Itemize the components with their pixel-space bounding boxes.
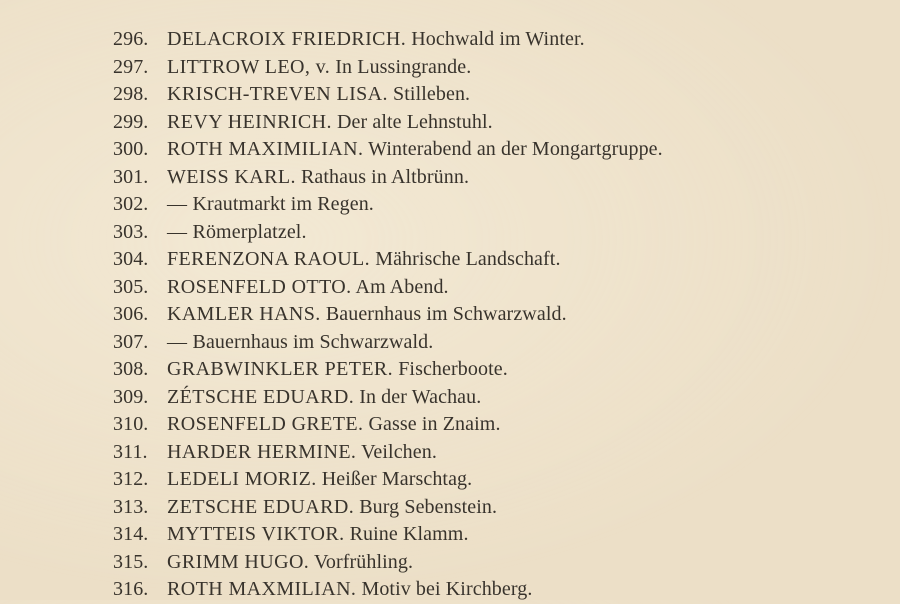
entry-title: Krautmarkt im Regen. <box>192 193 374 215</box>
entry-title: Winterabend an der Mongartgruppe. <box>368 138 663 160</box>
entry-artist: LITTROW LEO, v. <box>167 55 331 78</box>
entry-title: Bauernhaus im Schwarzwald. <box>192 330 434 353</box>
catalog-entry <box>113 494 873 522</box>
entry-number: 303. <box>113 220 149 243</box>
entry-title: In der Wachau. <box>359 385 482 408</box>
entry-title: Veilchen. <box>361 440 437 463</box>
entry-artist: — <box>167 220 188 243</box>
entry-title: Mährische Landschaft. <box>375 248 561 270</box>
entry-artist: ROSENFELD GRETE. <box>167 413 364 435</box>
catalog-entry <box>113 81 873 109</box>
entry-artist: REVY HEINRICH. <box>167 110 332 133</box>
catalog-entry <box>113 191 873 219</box>
entry-artist: HARDER HERMINE. <box>167 440 357 463</box>
entry-number: 298. <box>113 83 149 105</box>
entry-title: Am Abend. <box>355 275 449 298</box>
entry-number: 312. <box>113 468 149 490</box>
entry-artist: GRABWINKLER PETER. <box>167 358 394 380</box>
entry-number: 306. <box>113 303 149 325</box>
entry-title: Ruine Klamm. <box>349 523 469 545</box>
entry-title: Motiv bei Kirchberg. <box>361 578 533 600</box>
entry-artist: — <box>167 193 188 215</box>
entry-number: 302. <box>113 193 149 215</box>
entry-number: 315. <box>113 550 149 573</box>
entry-artist: ROSENFELD OTTO. <box>167 275 352 298</box>
entry-number: 300. <box>113 138 149 160</box>
entry-title: Der alte Lehnstuhl. <box>336 110 493 133</box>
entry-artist: ZETSCHE EDUARD. <box>167 495 355 518</box>
entry-number: 313. <box>113 495 149 518</box>
entry-artist: MYTTEIS VIKTOR. <box>167 523 345 545</box>
entry-artist: ROTH MAXMILIAN. <box>167 578 357 600</box>
entry-number: 296. <box>113 28 149 50</box>
catalog-entry <box>113 384 873 412</box>
entry-number: 299. <box>113 110 149 133</box>
catalog-entry <box>113 329 873 357</box>
catalog-entry <box>113 54 873 82</box>
catalog-entry <box>113 549 873 577</box>
entry-number: 301. <box>113 165 149 188</box>
catalog-entry <box>113 26 873 54</box>
catalog-page <box>113 26 873 604</box>
entry-title: Vorfrühling. <box>313 550 414 573</box>
catalog-entry <box>113 356 873 384</box>
entry-artist: GRIMM HUGO. <box>167 550 310 573</box>
catalog-entry <box>113 164 873 192</box>
entry-number: 305. <box>113 275 149 298</box>
entry-artist: WEISS KARL. <box>167 165 296 188</box>
entry-number: 309. <box>113 385 149 408</box>
catalog-entry <box>113 109 873 137</box>
catalog-entry <box>113 439 873 467</box>
entry-number: 311. <box>113 440 148 463</box>
catalog-entry <box>113 136 873 164</box>
entry-artist: ROTH MAXIMILIAN. <box>167 138 364 160</box>
catalog-entry <box>113 274 873 302</box>
entry-title: Stilleben. <box>393 83 471 105</box>
entry-title: Burg Sebenstein. <box>359 495 498 518</box>
entry-title: Heißer Marschtag. <box>321 468 473 490</box>
entry-number: 304. <box>113 248 149 270</box>
entry-title: Rathaus in Altbrünn. <box>300 165 470 188</box>
entry-number: 316. <box>113 578 149 600</box>
entry-title: Römerplatzel. <box>192 220 307 243</box>
entry-title: In Lussingrande. <box>335 55 472 78</box>
entry-artist: KAMLER HANS. <box>167 303 321 325</box>
entry-artist: LEDELI MORIZ. <box>167 468 317 490</box>
catalog-entry <box>113 411 873 439</box>
entry-artist: FERENZONA RAOUL. <box>167 248 371 270</box>
catalog-entry <box>113 466 873 494</box>
entry-artist: ZÉTSCHE EDUARD. <box>167 385 355 408</box>
entry-title: Fischerboote. <box>398 358 508 380</box>
catalog-entry <box>113 301 873 329</box>
catalog-entry <box>113 576 873 604</box>
entry-number: 297. <box>113 55 149 78</box>
entry-artist: — <box>167 330 188 353</box>
entry-title: Gasse in Znaim. <box>368 413 501 435</box>
catalog-entry <box>113 246 873 274</box>
entry-title: Bauernhaus im Schwarzwald. <box>325 303 567 325</box>
entry-title: Hochwald im Winter. <box>411 28 585 50</box>
entry-number: 314. <box>113 523 149 545</box>
entry-number: 308. <box>113 358 149 380</box>
entry-number: 310. <box>113 413 149 435</box>
catalog-entry <box>113 219 873 247</box>
entry-artist: DELACROIX FRIEDRICH. <box>167 28 407 50</box>
entry-number: 307. <box>113 330 149 353</box>
catalog-entry <box>113 521 873 549</box>
entry-artist: KRISCH-TREVEN LISA. <box>167 83 388 105</box>
